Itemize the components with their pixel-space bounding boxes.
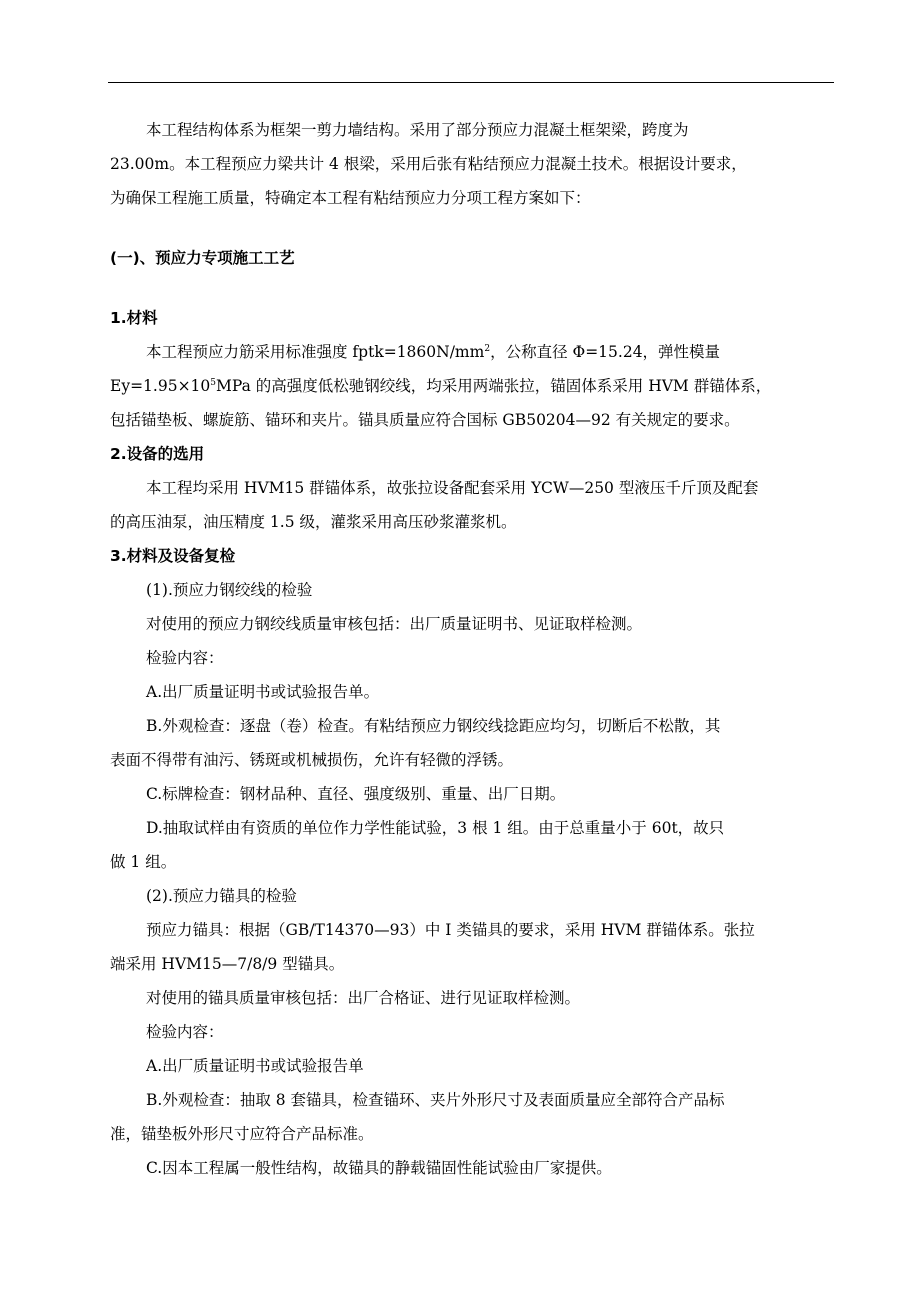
intro-line: 本工程结构体系为框架一剪力墙结构。采用了部分预应力混凝土框架梁，跨度为	[146, 121, 689, 139]
anchor-content-label: 检验内容：	[146, 1023, 224, 1041]
anchor-title: (2).预应力锚具的检验	[146, 887, 297, 905]
anchor-audit: 对使用的锚具质量审核包括：出厂合格证、进行见证取样检测。	[146, 989, 581, 1007]
materials-paragraph	[110, 335, 832, 437]
equipment-line: 本工程均采用 HVM15 群锚体系，故张拉设备配套采用 YCW—250 型液压千斤顶及配套	[146, 479, 759, 497]
intro-line: 为确保工程施工质量，特确定本工程有粘结预应力分项工程方案如下：	[110, 189, 591, 207]
equipment-paragraph	[110, 471, 832, 539]
strand-audit: 对使用的预应力钢绞线质量审核包括：出厂质量证明书、见证取样检测。	[146, 615, 643, 633]
equipment-line: 的高压油泵，油压精度 1.5 级，灌浆采用高压砂浆灌浆机。	[110, 513, 517, 531]
equipment-heading: 2.设备的选用	[110, 445, 205, 463]
strand-item-c: C.标牌检查：钢材品种、直径、强度级别、重量、出厂日期。	[146, 785, 566, 803]
strand-item-a: A.出厂质量证明书或试验报告单。	[146, 683, 380, 701]
section-title: (一)、预应力专项施工工艺	[110, 249, 295, 267]
materials-line: 本工程预应力筋采用标准强度 $fptk=1860N/mm^2$，公称直径 Φ=15.24，弹性模量	[146, 343, 721, 361]
intro-line: 23.00m。本工程预应力梁共计 4 根梁，采用后张有粘结预应力混凝土技术。根据设计要求，	[110, 155, 747, 173]
intro-paragraph	[110, 113, 832, 215]
header-divider	[108, 82, 834, 83]
recheck-heading: 3.材料及设备复检	[110, 547, 236, 565]
materials-line: $Ey=1.95\times 10^5MPa$ 的高强度低松驰钢绞线，均采用两端张拉，锚固体系采用 HVM 群锚体系，	[110, 377, 772, 395]
anchor-item-c: C.因本工程属一般性结构，故锚具的静载锚固性能试验由厂家提供。	[146, 1159, 612, 1177]
materials-heading: 1.材料	[110, 309, 158, 327]
document-body	[110, 113, 832, 1185]
materials-line: 包括锚垫板、螺旋筋、锚环和夹片。锚具质量应符合国标 GB50204—92 有关规定的要求。	[110, 411, 740, 429]
anchor-description: 预应力锚具：根据（GB/T14370—93）中 I 类锚具的要求，采用 HVM 群锚体系。张拉 端采用 HVM15—7/8/9 型锚具。	[110, 921, 755, 973]
strand-title: (1).预应力钢绞线的检验	[146, 581, 313, 599]
anchor-item-b: B.外观检查：抽取 8 套锚具，检查锚环、夹片外形尺寸及表面质量应全部符合产品标 准，锚垫板外形尺寸应符合产品标准。	[110, 1091, 725, 1143]
strand-item-b: B.外观检查：逐盘（卷）检查。有粘结预应力钢绞线捻距应均匀，切断后不松散，其 表面不得带有油污、锈斑或机械损伤，允许有轻微的浮锈。	[110, 717, 721, 769]
anchor-item-a: A.出厂质量证明书或试验报告单	[146, 1057, 364, 1075]
strand-item-d: D.抽取试样由有资质的单位作力学性能试验，3 根 1 组。由于总重量小于 60t，故只 做 1 组。	[110, 819, 725, 871]
strand-content-label: 检验内容：	[146, 649, 224, 667]
